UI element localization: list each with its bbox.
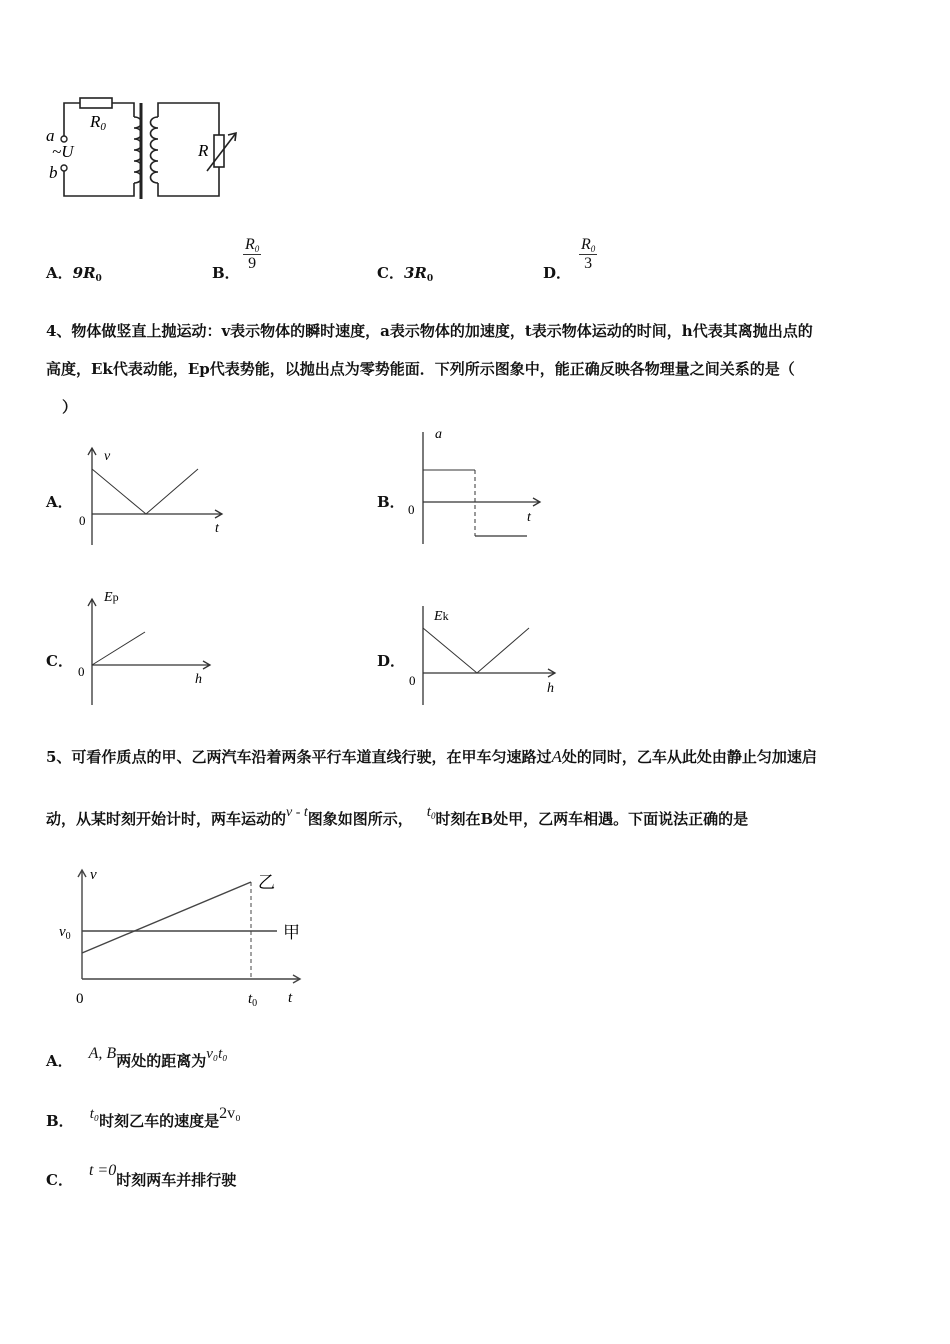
q5-stem-line1: 5、可看作质点的甲、乙两汽车沿着两条平行车道直线行驶，在甲车匀速路过A处的同时，乙车从此处由静止匀加速启	[46, 747, 817, 766]
q5-t0-label: $t_0$	[248, 991, 258, 1009]
q4-stem-line3: ）	[62, 398, 78, 416]
graph-a-curve	[92, 469, 198, 514]
secondary-wire	[158, 103, 219, 135]
q3-option-d-letter: D．	[543, 264, 572, 282]
secondary-wire-bottom	[158, 167, 219, 196]
q4-graph-a	[70, 440, 230, 550]
q3-option-b-fraction: $R_0$ 9	[245, 236, 260, 272]
graph-d-ylabel: Ek	[434, 609, 449, 624]
label-source: ~U	[52, 142, 74, 161]
q5-line-yi	[82, 882, 251, 953]
graph-a-xlabel: t	[215, 521, 219, 536]
label-r0: R0	[90, 112, 106, 133]
q5-ylabel: v	[90, 867, 97, 883]
graph-b-origin: 0	[408, 502, 415, 517]
graph-a-ylabel: v	[104, 449, 111, 464]
resistor-r0	[80, 98, 112, 108]
q5-v0-label: $v_0$	[59, 924, 71, 942]
q4-option-b-letter: B．	[377, 493, 405, 511]
terminal-b	[61, 165, 67, 171]
q5-label-yi: 乙	[258, 873, 275, 892]
q3-option-a: A．$9R_0$	[46, 264, 102, 284]
graph-b-xlabel: t	[527, 510, 531, 525]
q4-option-c-letter: C．	[46, 652, 73, 670]
rheostat-arrow	[207, 133, 236, 171]
q5-stem-line2: 动，从某时刻开始计时，两车运动的v - t图象如图所示， $t_0$时刻在B处甲，乙两车相遇。下面说法正确的是	[46, 804, 749, 828]
graph-d-curve	[423, 628, 529, 673]
q3-option-b-letter: B．	[212, 264, 240, 282]
graph-c-origin: 0	[78, 664, 85, 679]
q5-option-b: B． t₀时刻乙车的速度是2v₀	[46, 1105, 241, 1130]
graph-c-line	[92, 632, 145, 665]
q5-label-jia: 甲	[283, 923, 300, 942]
q4-stem-line1: 4、物体做竖直上抛运动：v表示物体的瞬时速度，a表示物体的加速度，t表示物体运动的时间，h代表其离抛出点的	[46, 322, 813, 340]
q4-option-d-letter: D．	[377, 652, 406, 670]
primary-wire-top-right	[112, 103, 134, 117]
label-a: a	[46, 126, 55, 145]
primary-wire-top	[64, 103, 80, 136]
q5-vt-graph	[55, 862, 315, 1017]
graph-a-origin: 0	[79, 513, 86, 528]
label-r: R	[198, 141, 209, 160]
graph-b-ylabel: a	[435, 427, 442, 442]
graph-d-origin: 0	[409, 673, 416, 688]
q3-option-c: C．$3R_0$	[377, 264, 434, 284]
q5-origin: 0	[76, 991, 84, 1007]
graph-d-xlabel: h	[547, 681, 554, 696]
q3-option-d-fraction: $R_0$ 3	[581, 236, 596, 272]
q4-stem-line2: 高度，Ek代表动能，Ep代表势能，以抛出点为零势能面．下列所示图象中，能正确反映各物理量之间关系的是（	[46, 360, 795, 378]
label-b: b	[49, 163, 58, 182]
graph-c-xlabel: h	[195, 672, 202, 687]
secondary-coil	[151, 117, 159, 183]
primary-wire-bottom	[64, 170, 134, 196]
q4-graph-d	[400, 600, 565, 710]
q4-graph-b	[400, 420, 560, 550]
q5-option-a: A． A, B两处的距离为v₀t₀	[46, 1045, 228, 1070]
q5-xlabel: t	[288, 990, 293, 1006]
transformer-circuit-diagram	[40, 95, 260, 210]
q4-graph-c	[70, 585, 230, 710]
q5-option-c: C．t =0时刻两车并排行驶	[46, 1162, 237, 1189]
graph-c-ylabel: Ep	[104, 590, 119, 605]
q4-option-a-letter: A．	[46, 493, 73, 511]
